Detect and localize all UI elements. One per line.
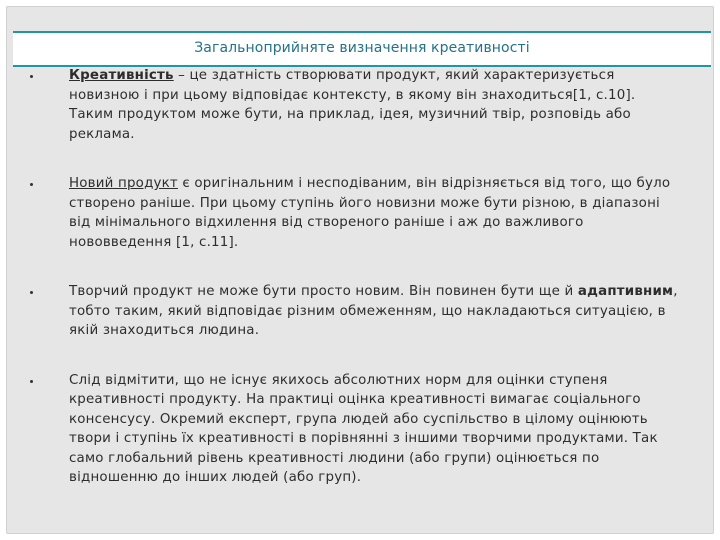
bullet-item-evaluation — [28, 371, 678, 488]
title-bar — [13, 31, 711, 67]
bullet-item-creativity — [28, 66, 678, 144]
term-creativity: Креативність — [69, 68, 174, 83]
bullet-item-adaptive — [28, 282, 678, 341]
bullet-dot-icon — [30, 291, 33, 294]
bullet-item-new-product — [28, 174, 678, 252]
bullet-text-before: Творчий продукт не може бути просто новим. Він повинен бути ще й — [69, 284, 578, 299]
bullet-text: є оригінальним і несподіваним, він відрізняється від того, що було створено раніше. При цьому ступінь його новизни може бути різною, в діапазоні від мінімального відхилення від створеного раніше і аж до важливого нововведення [1, с.11]. — [69, 176, 671, 250]
term-new-product: Новий продукт — [69, 176, 178, 191]
bullet-list — [28, 66, 678, 488]
bullet-dot-icon — [30, 183, 33, 186]
bullet-text: Слід відмітити, що не існує якихось абсолютних норм для оцінки ступеня креативності продукту. На практиці оцінка креативності вимагає соціального консенсусу. Окремий експерт, група людей або суспільство в цілому оцінюють твори і ступінь їх креативності в порівнянні з іншими творчими продуктами. Так само глобальний рівень креативності людини (або групи) оцінюється по відношенню до інших людей (або груп). — [69, 372, 658, 485]
bullet-text: – це здатність створювати продукт, який характеризується новизною і при цьому відповідає контексту, в якому він знаходиться[1, с.10]. Таким продуктом може бути, на приклад, ідея, музичний твір, розповідь або реклама. — [69, 68, 636, 142]
bullet-dot-icon — [30, 75, 33, 78]
slide-title: Загальноприйняте визначення креативності — [194, 40, 530, 56]
term-adaptive: адаптивним — [577, 284, 674, 299]
bullet-dot-icon — [30, 380, 33, 383]
bullet-text-after: , тобто таким, який відповідає різним обмеженням, що накладаються ситуацією, в якій знаходиться людина. — [69, 284, 678, 338]
